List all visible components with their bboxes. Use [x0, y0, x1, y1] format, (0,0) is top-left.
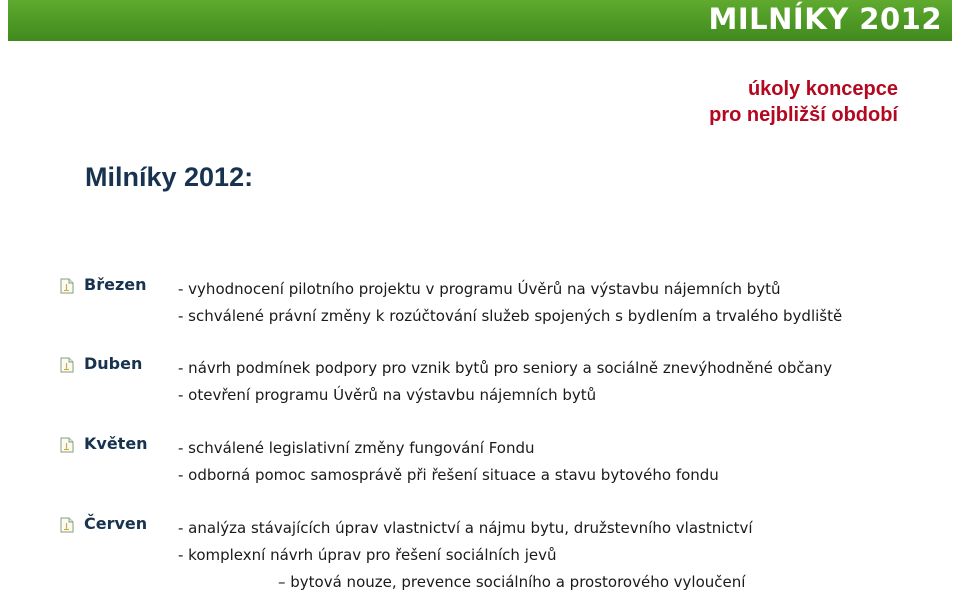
- document-icon: [60, 517, 74, 533]
- subtitle: [709, 76, 898, 128]
- list-item: - komplexní návrh úprav pro řešení sociálních jevů: [178, 546, 557, 564]
- document-icon: [60, 357, 74, 373]
- page-title: MILNÍKY 2012: [708, 2, 942, 36]
- list-item: - odborná pomoc samosprávě při řešení situace a stavu bytového fondu: [178, 466, 719, 484]
- list-item: - analýza stávajících úprav vlastnictví a nájmu bytu, družstevního vlastnictví: [178, 519, 753, 537]
- month-label: Duben: [84, 354, 143, 373]
- list-item: - návrh podmínek podpory pro vznik bytů pro seniory a sociálně znevýhodněné občany: [178, 359, 833, 377]
- list-item: - otevření programu Úvěrů na výstavbu nájemních bytů: [178, 386, 597, 404]
- month-items: [178, 355, 832, 409]
- month-items: [178, 276, 842, 330]
- list-item: - schválené legislativní změny fungování Fondu: [178, 439, 535, 457]
- document-icon: [60, 278, 74, 294]
- month-items: [178, 435, 719, 489]
- month-label: Červen: [84, 514, 148, 533]
- title-bar: [8, 0, 952, 41]
- month-label: Březen: [84, 275, 147, 294]
- document-icon: [60, 437, 74, 453]
- list-item: - vyhodnocení pilotního projektu v programu Úvěrů na výstavbu nájemních bytů: [178, 280, 781, 298]
- section-heading: Milníky 2012:: [85, 162, 254, 192]
- subtitle-line-2: pro nejbližší období: [709, 104, 898, 126]
- list-item: - schválené právní změny k rozúčtování služeb spojených s bydlením a trvalého bydliště: [178, 307, 843, 325]
- list-item-continuation: – bytová nouze, prevence sociálního a prostorového vyloučení: [278, 573, 746, 591]
- subtitle-line-1: úkoly koncepce: [747, 78, 898, 100]
- month-label: Květen: [84, 434, 148, 453]
